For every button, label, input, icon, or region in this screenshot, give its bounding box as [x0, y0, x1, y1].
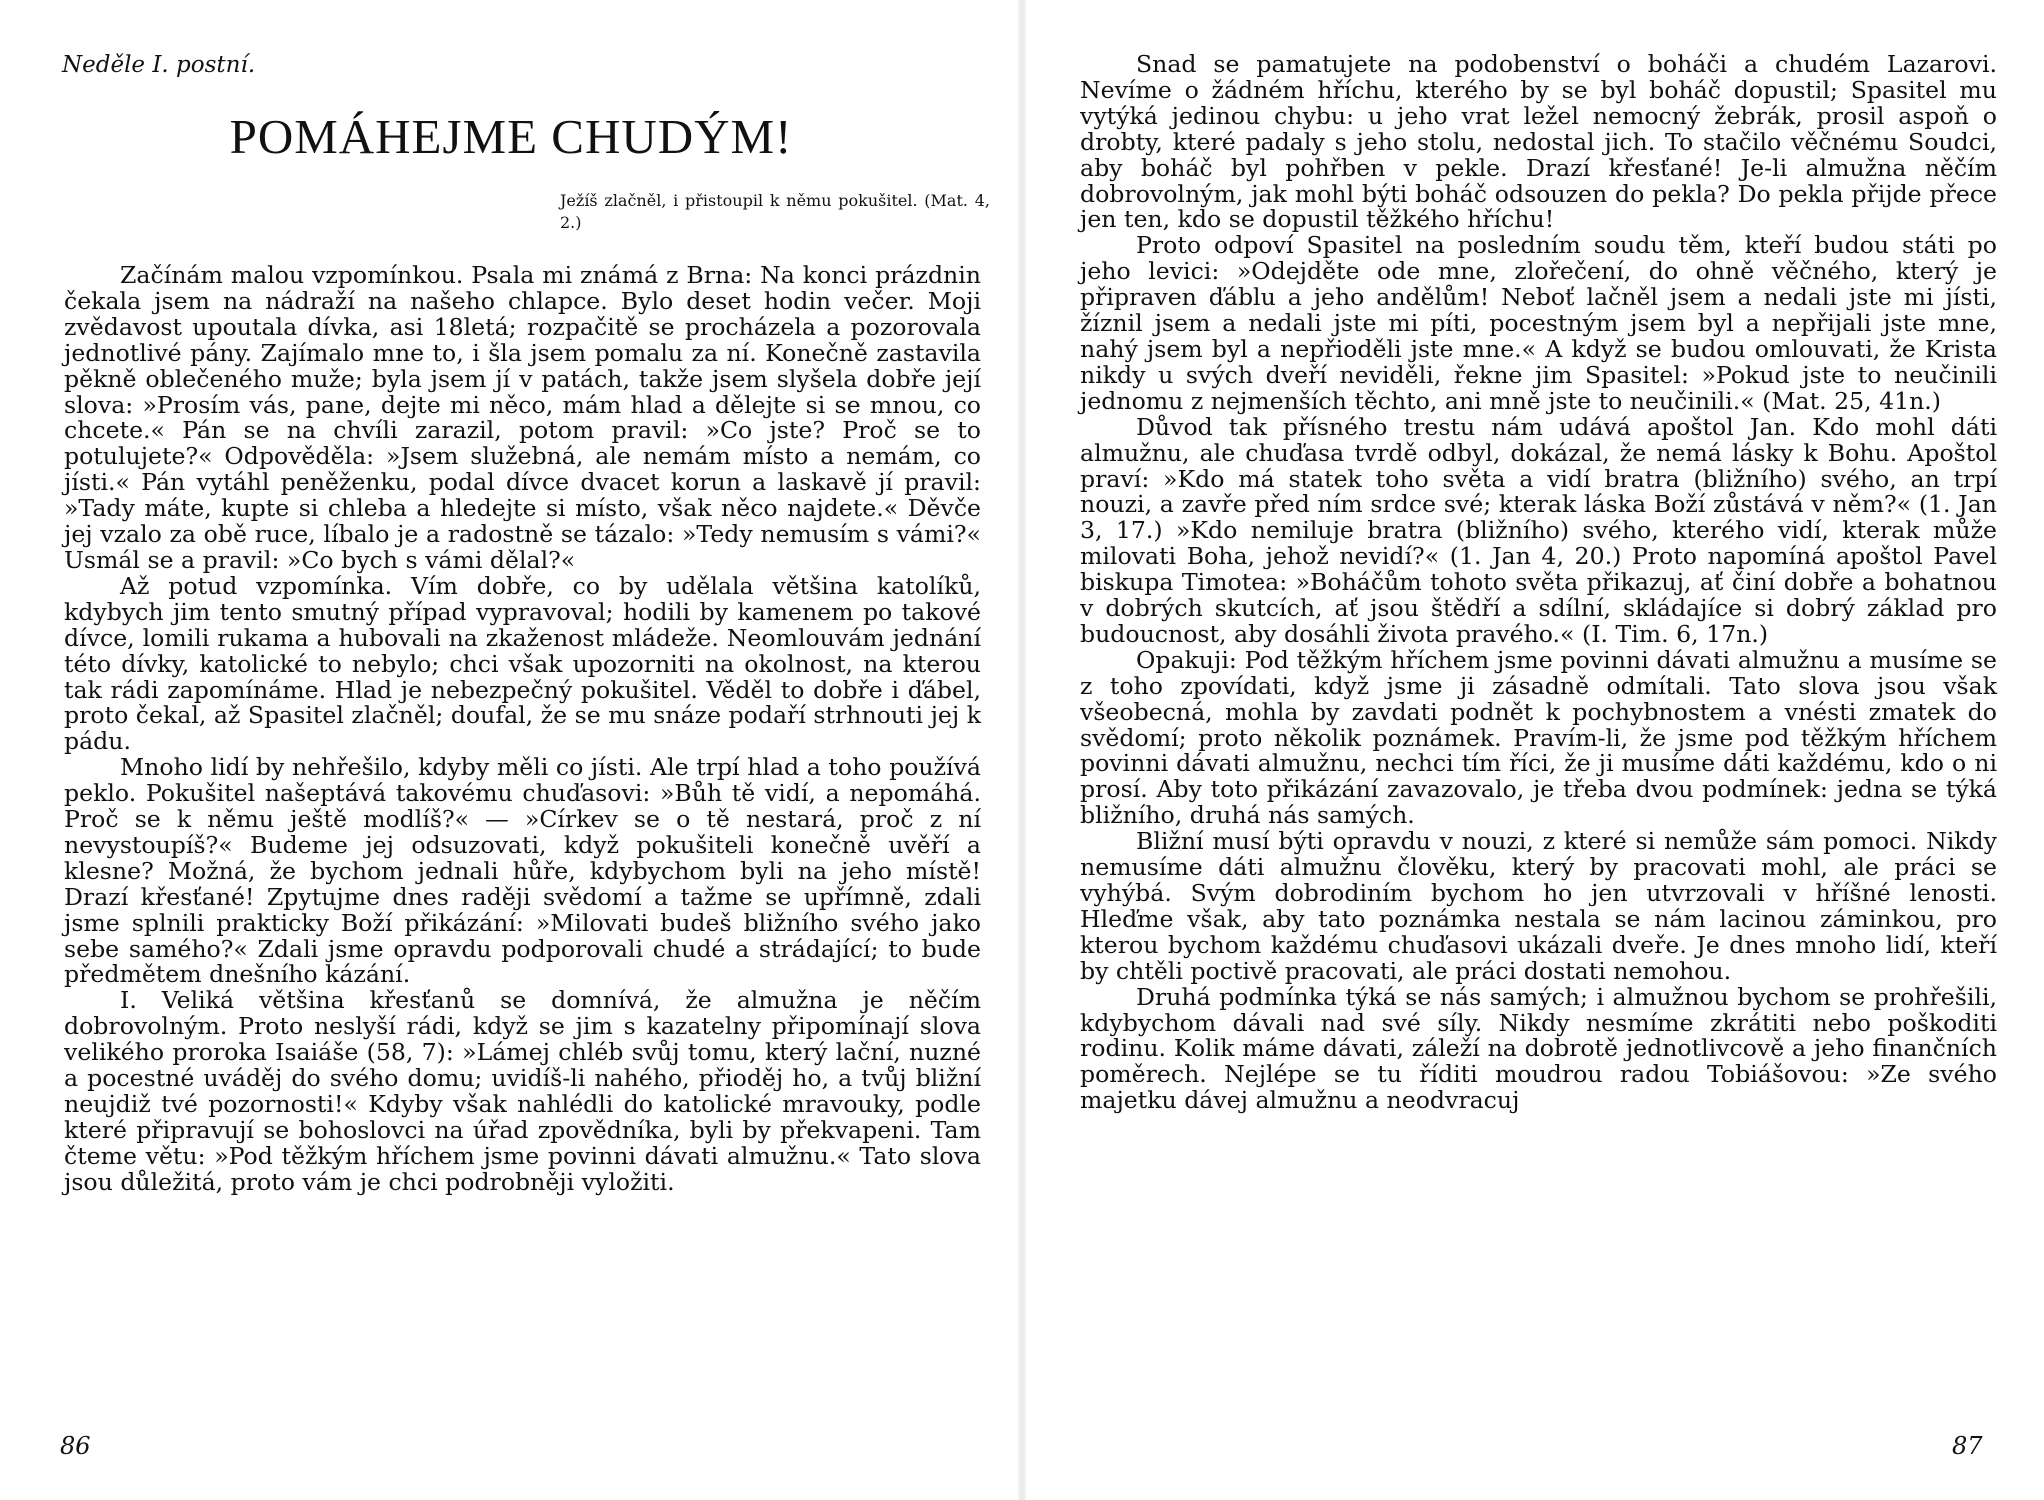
paragraph: Snad se pamatujete na podobenství o boháči a chudém Lazarovi. Nevíme o žádném hříchu, kterého by se byl boháč dopustil; Spasitel mu vytýká jedinou chybu: u jeho vrat ležel nemocný žebrák, prosil aspoň o drobty, které padaly s jeho stolu, nedostal jich. To stačilo věčnému Soudci, aby boháč byl pohřben v pekle. Drazí křesťané! Je-li almužna něčím dobrovolným, jak mohl býti boháč odsouzen do pekla? Do pekla přijde přece jen ten, kdo se dopustil těžkého hříchu! [1080, 50, 1997, 234]
paragraph: Bližní musí býti opravdu v nouzi, z které si nemůže sám pomoci. Nikdy nemusíme dáti almužnu člověku, který by pracovati mohl, ale práci se vyhýbá. Svým dobrodiním bychom ho jen utvrzovali v hříšné lenosti. Hleďme však, aby tato poznámka nestala se nám lacinou záminkou, pro kterou bychom každému chuďasovi ukázali dveře. Je dnes mnoho lidí, kteří by chtěli poctivě pracovati, ale práci dostati nemohou. [1080, 827, 1997, 985]
page-number: 87 [1952, 1432, 1983, 1460]
paragraph: Opakuji: Pod těžkým hříchem jsme povinni dávati almužnu a musíme se z toho zpovídati, když jsme ji zásadně odmítali. Tato slova jsou však všeobecná, mohla by zavdati podnět k pochybnostem a vnésti zmatek do svědomí; proto několik poznámek. Pravím-li, že jsme pod těžkým hříchem povinni dávati almužnu, nechci tím říci, že ji musíme dáti každému, kdo o ni prosí. Aby toto přikázání zavazovalo, je třeba dvou podmínek: jedna se týká bližního, druhá nás samých. [1080, 645, 1997, 830]
page-number: 86 [60, 1432, 91, 1460]
right-page [1022, 0, 2044, 1500]
paragraph: Mnoho lidí by nehřešilo, kdyby měli co jísti. Ale trpí hlad a toho používá peklo. Pokušitel našeptává takovému chuďasovi: »Bůh tě vidí, a nepomáhá. Proč se k němu ještě modlíš?« — »Církev se o tě nestará, proč z ní nevystoupíš?« Budeme jej odsuzovati, když pokušiteli konečně uvěří a klesne? Možná, že bychom jednali hůře, kdybychom byli na jeho místě! Drazí křesťané! Zpytujme dnes raději svědomí a tažme se upřímně, zdali jsme splnili prakticky Boží přikázání: »Milovati budeš bližního svého jako sebe samého?« Zdali jsme opravdu podporovali chudé a strádající; to bude předmětem dnešního kázání. [64, 753, 981, 989]
paragraph: Proto odpoví Spasitel na posledním soudu těm, kteří budou státi po jeho levici: »Odejděte ode mne, zlořečení, do ohně věčného, který je připraven ďáblu a jeho andělům! Neboť lačněl jsem a nedali jste mi jísti, žíznil jsem a nedali jste mi píti, pocestným jsem byl a nepřijali jste mne, nahý jsem byl a nepřioděli jste mne.« A když se budou omlouvati, že Krista nikdy u svých dveří neviděli, řekne jim Spasitel: »Pokud jste to neučinili jednomu z nejmenších těchto, ani mně jste to neučinili.« (Mat. 25, 41n.) [1080, 231, 1997, 415]
paragraph: I. Veliká většina křesťanů se domnívá, že almužna je něčím dobrovolným. Proto neslyší rádi, když se jim s kazatelny připomínají slova velikého proroka Isaiáše (58, 7): »Lámej chléb svůj tomu, který lační, nuzné a pocestné uváděj do svého domu; uvidíš-li nahého, přioděj ho, a tvůj bližní neujdiž tvé pozornosti!« Kdyby však nahlédli do katolické mravouky, podle které připravují se bohoslovci na úřad zpovědníka, byli by překvapeni. Tam čteme větu: »Pod těžkým hříchem jsme povinni dávati almužnu.« Tato slova jsou důležitá, proto vám je chci podrobněji vyložiti. [64, 986, 981, 1196]
epigraph: Ježíš zlačněl, i přistoupil k němu pokušitel. (Mat. 4, 2.) [560, 191, 990, 232]
sermon-title: POMÁHEJME CHUDÝM! [229, 109, 793, 164]
left-body-text [64, 263, 981, 1196]
running-head: Neděle I. postní. [62, 52, 256, 78]
right-body-text [1080, 52, 1997, 1114]
paragraph: Až potud vzpomínka. Vím dobře, co by udělala většina katolíků, kdybych jim tento smutný případ vypravoval; hodili by kamenem po takové dívce, lomili rukama a hubovali na zkaženost mládeže. Neomlouvám jednání této dívky, katolické to nebylo; chci však upozorniti na okolnost, na kterou tak rádi zapomínáme. Hlad je nebezpečný pokušitel. Věděl to dobře i ďábel, proto čekal, až Spasitel zlačněl; doufal, že se mu snáze podaří strhnouti jej k pádu. [64, 571, 981, 756]
paragraph: Začínám malou vzpomínkou. Psala mi známá z Brna: Na konci prázdnin čekala jsem na nádraží na našeho chlapce. Bylo deset hodin večer. Moji zvědavost upoutala dívka, asi 18letá; rozpačitě se procházela a pozorovala jednotlivé pány. Zajímalo mne to, i šla jsem pomalu za ní. Konečně zastavila pěkně oblečeného muže; byla jsem jí v patách, takže jsem slyšela dobře její slova: »Prosím vás, pane, dejte mi něco, mám hlad a dělejte si se mnou, co chcete.« Pán se na chvíli zarazil, potom pravil: »Co jste? Proč se to potulujete?« Odpověděla: »Jsem služebná, ale nemám místo a nemám, co jísti.« Pán vytáhl peněženku, podal dívce dvacet korun a laskavě jí pravil: »Tady máte, kupte si chleba a hledejte si místo, však něco najdete.« Děvče jej vzalo za obě ruce, líbalo je a radostně se tázalo: »Tedy nemusím s vámi?« Usmál se a pravil: »Co bych s vámi dělal?« [64, 261, 981, 574]
paragraph: Druhá podmínka týká se nás samých; i almužnou bychom se prohřešili, kdybychom dávali nad své síly. Nikdy nesmíme zkrátiti nebo poškoditi rodinu. Kolik máme dávati, záleží na dobrotě jednotlivcově a jeho finančních poměrech. Nejlépe se tu říditi moudrou radou Tobiášovou: »Ze svého majetku dávej almužnu a neodvracuj [1080, 982, 1997, 1115]
paragraph: Důvod tak přísného trestu nám udává apoštol Jan. Kdo mohl dáti almužnu, ale chuďasa tvrdě odbyl, dokázal, že nemá lásky k Bohu. Apoštol praví: »Kdo má statek toho světa a vidí bratra (bližního) svého, an trpí nouzi, a zavře před ním srdce své; kterak láska Boží zůstává v něm?« (1. Jan 3, 17.) »Kdo nemiluje bratra (bližního) svého, kterého vidí, kterak může milovati Boha, jehož nevidí?« (1. Jan 4, 20.) Proto napomíná apoštol Pavel biskupa Timotea: »Boháčům tohoto světa přikazuj, ať činí dobře a bohatnou v dobrých skutcích, ať jsou štědří a sdílní, skládajíce si dobrý základ pro budoucnost, aby dosáhli života pravého.« (I. Tim. 6, 17n.) [1080, 412, 1997, 648]
